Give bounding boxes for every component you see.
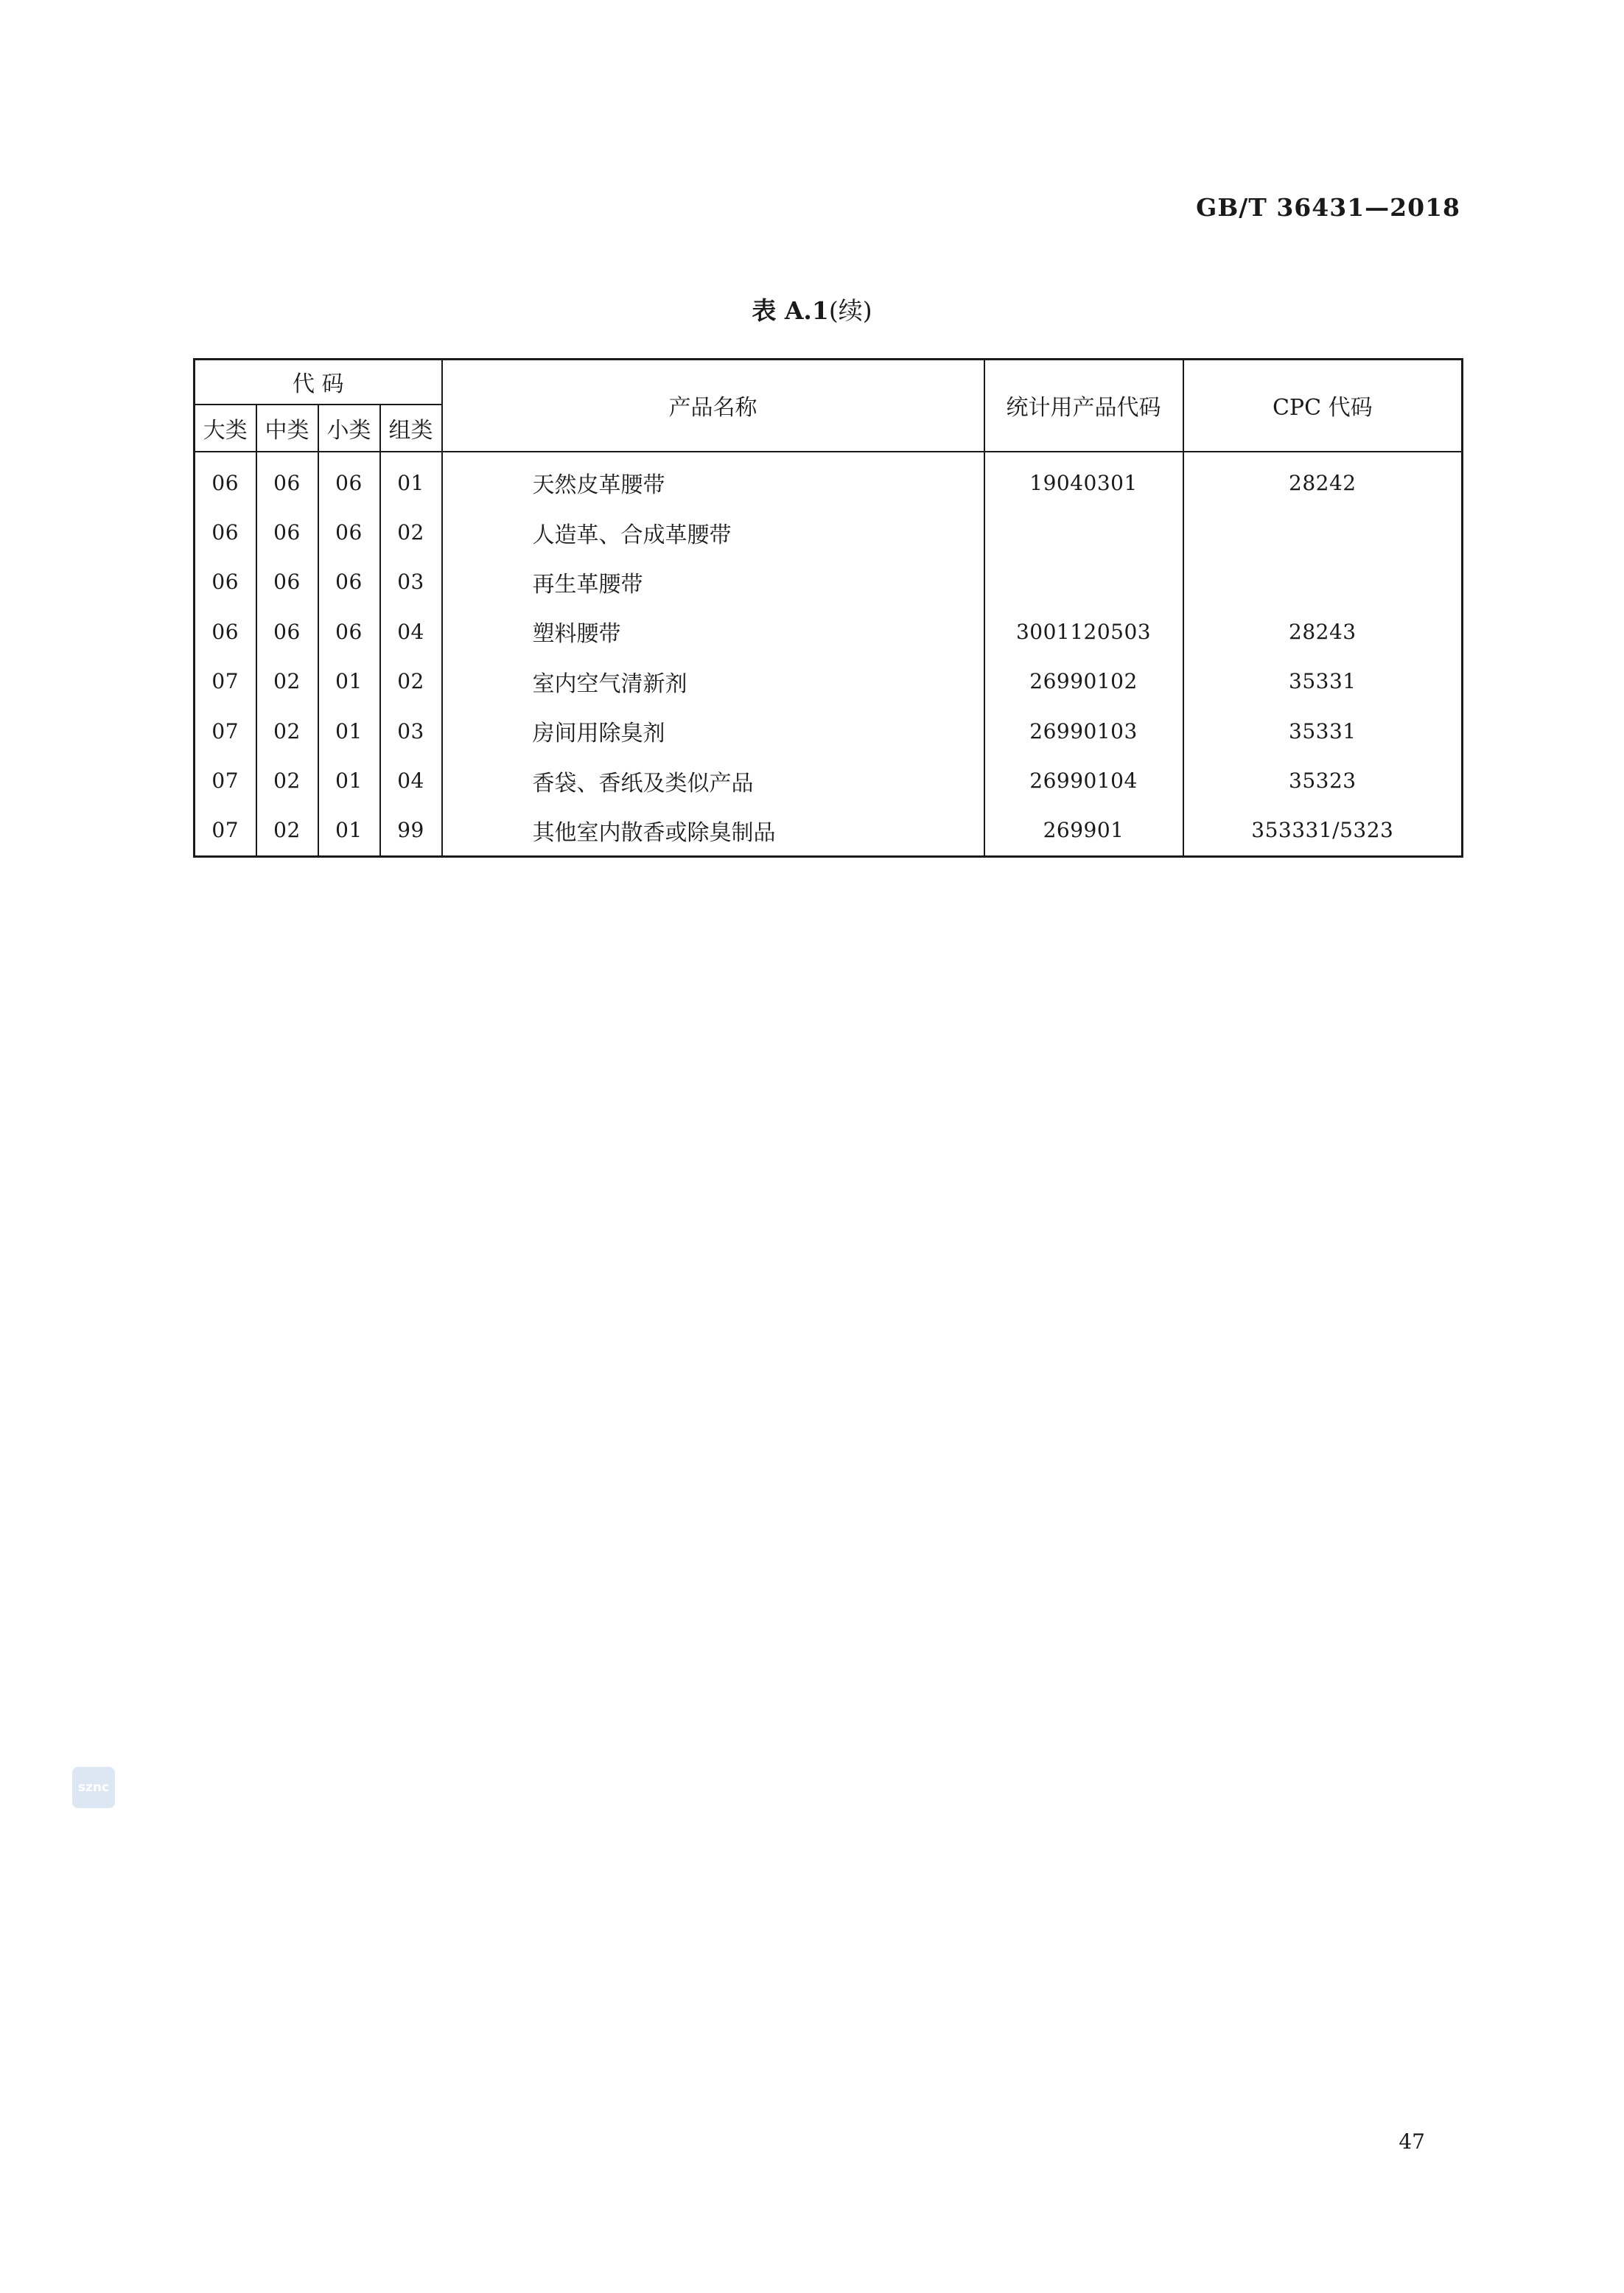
group-class-cell: 03 bbox=[380, 557, 442, 606]
stat-code-cell: 26990102 bbox=[984, 657, 1183, 706]
cpc-code-cell: 35331 bbox=[1183, 706, 1463, 755]
stat-code-cell bbox=[984, 557, 1183, 606]
minor-class-cell: 01 bbox=[318, 756, 380, 805]
table-row bbox=[195, 607, 1463, 657]
page-number: 47 bbox=[1399, 2129, 1425, 2154]
product-name-cell: 塑料腰带 bbox=[442, 607, 984, 657]
stat-code-header: 统计用产品代码 bbox=[984, 360, 1183, 452]
middle-class-cell: 02 bbox=[256, 657, 318, 706]
watermark-logo: sznc bbox=[72, 1767, 115, 1808]
middle-class-header: 中类 bbox=[256, 405, 318, 452]
table-row bbox=[195, 706, 1463, 755]
cpc-code-cell bbox=[1183, 557, 1463, 606]
product-code-table bbox=[193, 358, 1463, 858]
group-class-cell: 02 bbox=[380, 657, 442, 706]
cpc-code-cell bbox=[1183, 508, 1463, 557]
table-row bbox=[195, 452, 1463, 508]
cpc-code-cell: 353331/5323 bbox=[1183, 805, 1463, 856]
minor-class-cell: 01 bbox=[318, 657, 380, 706]
table-row bbox=[195, 756, 1463, 805]
stat-code-cell: 3001120503 bbox=[984, 607, 1183, 657]
major-class-cell: 06 bbox=[195, 607, 256, 657]
minor-class-cell: 01 bbox=[318, 805, 380, 856]
table-row bbox=[195, 657, 1463, 706]
group-class-cell: 03 bbox=[380, 706, 442, 755]
code-group-header: 代 码 bbox=[195, 360, 442, 405]
table-body bbox=[195, 452, 1463, 857]
major-class-cell: 07 bbox=[195, 706, 256, 755]
product-name-cell: 室内空气清新剂 bbox=[442, 657, 984, 706]
minor-class-header: 小类 bbox=[318, 405, 380, 452]
table-continued: (续) bbox=[828, 296, 872, 325]
stat-code-cell: 26990103 bbox=[984, 706, 1183, 755]
product-name-cell: 房间用除臭剂 bbox=[442, 706, 984, 755]
minor-class-cell: 06 bbox=[318, 452, 380, 508]
middle-class-cell: 02 bbox=[256, 805, 318, 856]
major-class-header: 大类 bbox=[195, 405, 256, 452]
major-class-cell: 07 bbox=[195, 657, 256, 706]
table-row bbox=[195, 508, 1463, 557]
minor-class-cell: 06 bbox=[318, 557, 380, 606]
minor-class-cell: 01 bbox=[318, 706, 380, 755]
minor-class-cell: 06 bbox=[318, 508, 380, 557]
stat-code-cell: 19040301 bbox=[984, 452, 1183, 508]
cpc-code-cell: 28243 bbox=[1183, 607, 1463, 657]
group-class-header: 组类 bbox=[380, 405, 442, 452]
middle-class-cell: 06 bbox=[256, 607, 318, 657]
product-name-cell: 天然皮革腰带 bbox=[442, 452, 984, 508]
product-name-cell: 其他室内散香或除臭制品 bbox=[442, 805, 984, 856]
middle-class-cell: 06 bbox=[256, 557, 318, 606]
group-class-cell: 99 bbox=[380, 805, 442, 856]
cpc-code-cell: 28242 bbox=[1183, 452, 1463, 508]
group-class-cell: 01 bbox=[380, 452, 442, 508]
major-class-cell: 06 bbox=[195, 557, 256, 606]
product-name-header: 产品名称 bbox=[442, 360, 984, 452]
standard-code: GB/T 36431—2018 bbox=[1196, 193, 1460, 222]
product-name-cell: 人造革、合成革腰带 bbox=[442, 508, 984, 557]
table-number: 表 A.1 bbox=[752, 296, 829, 325]
cpc-code-header: CPC 代码 bbox=[1183, 360, 1463, 452]
middle-class-cell: 02 bbox=[256, 756, 318, 805]
stat-code-cell: 269901 bbox=[984, 805, 1183, 856]
group-class-cell: 04 bbox=[380, 607, 442, 657]
table-row bbox=[195, 805, 1463, 856]
table-row bbox=[195, 557, 1463, 606]
group-class-cell: 02 bbox=[380, 508, 442, 557]
middle-class-cell: 06 bbox=[256, 452, 318, 508]
major-class-cell: 07 bbox=[195, 756, 256, 805]
table-title bbox=[0, 292, 1624, 326]
middle-class-cell: 02 bbox=[256, 706, 318, 755]
cpc-code-cell: 35331 bbox=[1183, 657, 1463, 706]
major-class-cell: 07 bbox=[195, 805, 256, 856]
major-class-cell: 06 bbox=[195, 508, 256, 557]
minor-class-cell: 06 bbox=[318, 607, 380, 657]
group-class-cell: 04 bbox=[380, 756, 442, 805]
stat-code-cell: 26990104 bbox=[984, 756, 1183, 805]
product-name-cell: 再生革腰带 bbox=[442, 557, 984, 606]
cpc-code-cell: 35323 bbox=[1183, 756, 1463, 805]
middle-class-cell: 06 bbox=[256, 508, 318, 557]
major-class-cell: 06 bbox=[195, 452, 256, 508]
product-name-cell: 香袋、香纸及类似产品 bbox=[442, 756, 984, 805]
stat-code-cell bbox=[984, 508, 1183, 557]
